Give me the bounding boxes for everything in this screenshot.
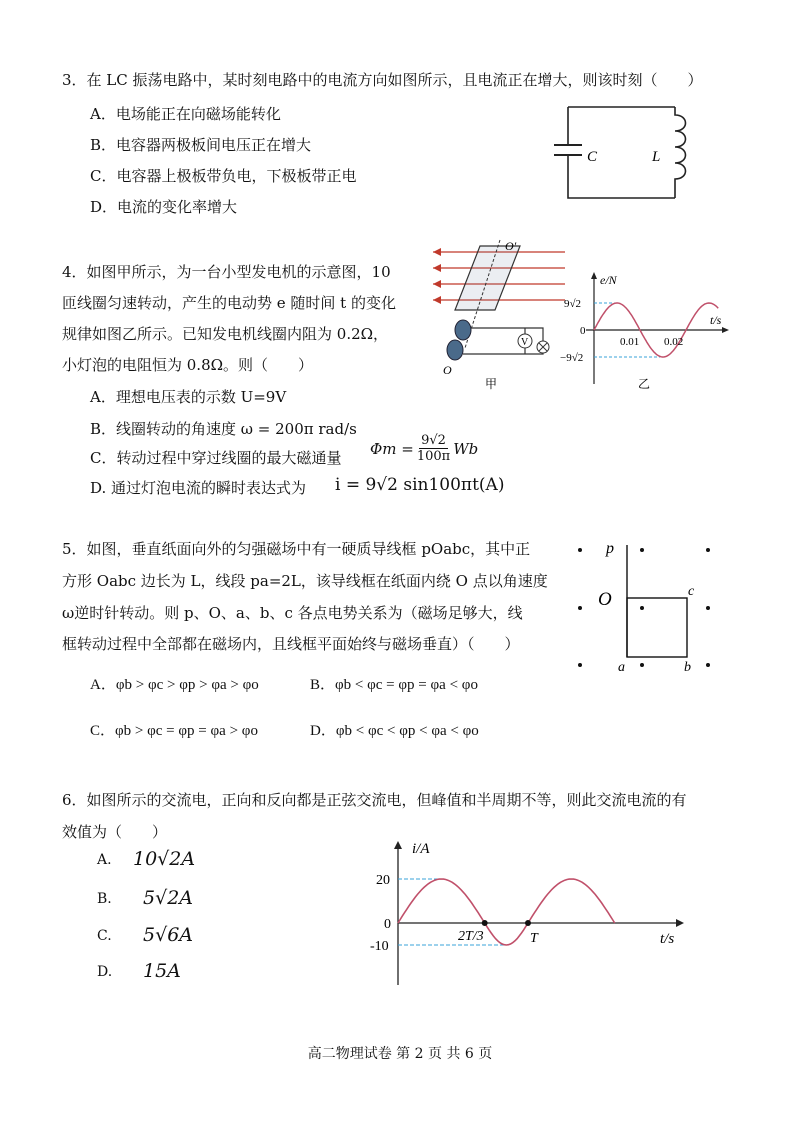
slip-ring-icon: [447, 340, 463, 360]
current-graph-y-neg: -10: [370, 939, 389, 954]
zero-crossing-dot: [482, 920, 488, 926]
q4-option-a[interactable]: A．理想电压表的示数 U=9V: [90, 388, 287, 406]
q5-stem-line-2: 方形 Oabc 边长为 L，线段 pa=2L，该导线框在纸面内绕 O 点以角速度: [62, 572, 548, 590]
q3-stem: 3．在 LC 振荡电路中，某时刻电路中的电流方向如图所示，且电流正在增大，则该时刻（ ）: [62, 71, 703, 89]
q6-option-c[interactable]: 5√6A: [143, 924, 194, 946]
current-graph-y-pos: 20: [376, 873, 390, 888]
q3-label-c: C: [587, 149, 598, 165]
q6-option-a-letter: A.: [97, 852, 112, 868]
q5-label-b: b: [684, 660, 691, 675]
q6-stem-line-2: 效值为（ ）: [62, 823, 168, 841]
q5-option-d[interactable]: D．φb < φc < φp < φa < φo: [310, 723, 479, 739]
q3-option-b[interactable]: B．电容器两极板间电压正在增大: [90, 136, 312, 154]
q6-stem-line-1: 6．如图所示的交流电，正向和反向都是正弦交流电，但峰值和半周期不等，则此交流电流的有: [62, 791, 687, 809]
q4-stem-line-1: 4．如图甲所示，为一台小型发电机的示意图，10: [62, 263, 391, 281]
q4-option-c[interactable]: C．转动过程中穿过线圈的最大磁通量: [90, 449, 342, 467]
q6-option-d-letter: D.: [97, 964, 113, 980]
q4-label-o-bottom: O: [443, 363, 452, 377]
current-graph: [360, 835, 700, 990]
q4-label-v: V: [521, 337, 529, 348]
q5-label-c: c: [688, 584, 695, 599]
emf-graph-ylabel: e/N: [600, 273, 617, 287]
q4-stem-line-4: 小灯泡的电阻恒为 0.8Ω。则（ ）: [62, 356, 314, 374]
slip-ring-icon: [455, 320, 471, 340]
current-graph-xlabel: t/s: [660, 931, 675, 947]
emf-graph-y-pos: 9√2: [564, 298, 582, 310]
q3-option-c[interactable]: C．电容器上极板带负电，下极板带正电: [90, 167, 357, 185]
q4-stem-line-3: 规律如图乙所示。已知发电机线圈内阻为 0.2Ω，: [62, 325, 389, 343]
q6-option-d[interactable]: 15A: [143, 960, 181, 982]
q4-formula-c: [370, 433, 478, 464]
q3-option-d[interactable]: D．电流的变化率增大: [90, 198, 238, 216]
q4-formula-d: i = 9√2 sin100πt(A): [335, 475, 505, 495]
current-sine-curve: [398, 879, 615, 945]
q5-option-c[interactable]: C．φb > φc = φp = φa > φo: [90, 723, 258, 739]
q5-label-p: p: [606, 540, 614, 557]
q5-stem-line-3: ω逆时针转动。则 p、O、a、b、c 各点电势关系为（磁场足够大，线: [62, 604, 523, 622]
q4-label-yi: 乙: [638, 377, 651, 391]
emf-graph-xlabel: t/s: [710, 313, 722, 327]
q4-option-d[interactable]: D. 通过灯泡电流的瞬时表达式为: [90, 479, 307, 497]
q3-option-a[interactable]: A．电场能正在向磁场能转化: [90, 105, 281, 123]
q6-option-c-letter: C.: [97, 928, 112, 944]
current-graph-ylabel: i/A: [412, 841, 430, 857]
q4-formula-c-den: 100π: [416, 449, 451, 464]
q4-formula-c-num: 9√2: [421, 433, 446, 448]
q6-option-a[interactable]: 10√2A: [133, 848, 196, 870]
q3-label-l: L: [652, 149, 661, 165]
emf-graph-x2: 0.02: [664, 336, 684, 348]
q4-stem-line-2: 匝线圈匀速转动，产生的电动势 e 随时间 t 的变化: [62, 294, 396, 312]
emf-graph-x1: 0.01: [620, 336, 640, 348]
q4-formula-c-lhs: Φm =: [370, 439, 414, 458]
q5-stem-line-1: 5．如图，垂直纸面向外的匀强磁场中有一硬质导线框 pOabc，其中正: [62, 540, 531, 558]
q4-label-o-top: O′: [505, 239, 517, 253]
q4-label-jia: 甲: [485, 377, 498, 391]
q4-formula-c-unit: Wb: [453, 439, 479, 458]
q6-option-b-letter: B.: [97, 891, 112, 907]
emf-graph-y-neg: −9√2: [560, 352, 584, 364]
current-graph-y-zero: 0: [384, 917, 391, 932]
q5-stem-line-4: 框转动过程中全部都在磁场内，且线框平面始终与磁场垂直）（ ）: [62, 635, 520, 653]
current-graph-x2: T: [530, 931, 538, 946]
q5-label-a: a: [618, 660, 625, 675]
current-graph-x1: 2T/3: [458, 929, 484, 944]
q5-option-b[interactable]: B．φb < φc = φp = φa < φo: [310, 677, 478, 693]
q6-option-b[interactable]: 5√2A: [143, 887, 194, 909]
q5-option-a[interactable]: A．φb > φc > φp > φa > φo: [90, 677, 259, 693]
zero-crossing-dot: [525, 920, 531, 926]
lc-circuit-figure: [540, 95, 700, 210]
wire-frame-figure: [560, 535, 730, 680]
q4-option-b[interactable]: B．线圈转动的角速度 ω = 200π rad/s: [90, 420, 357, 438]
page-footer: 高二物理试卷 第 2 页 共 6 页: [307, 1046, 493, 1062]
emf-graph: [560, 266, 750, 391]
q5-label-o: O: [598, 589, 612, 610]
emf-graph-origin: 0: [580, 325, 586, 337]
